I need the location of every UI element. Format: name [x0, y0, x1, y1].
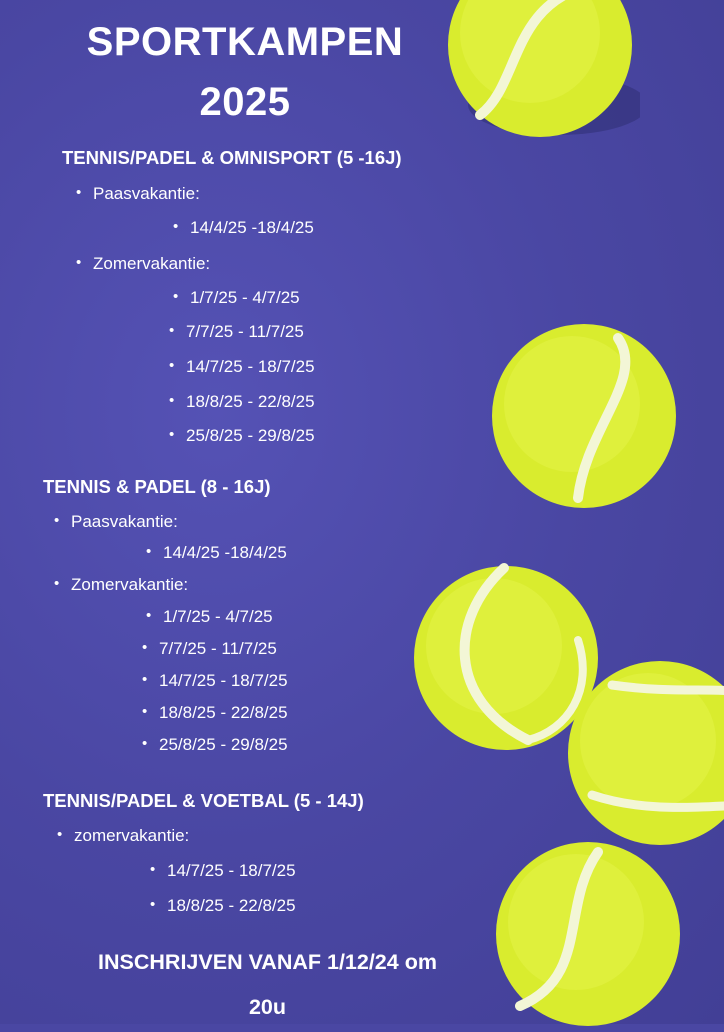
list-item-label: • Zomervakantie:	[71, 575, 188, 595]
date-item: • 14/4/25 -18/4/25	[163, 543, 287, 563]
section-heading-omnisport: TENNIS/PADEL & OMNISPORT (5 -16J)	[62, 147, 402, 168]
list-item-label: • zomervakantie:	[74, 826, 189, 846]
date-item: • 14/7/25 - 18/7/25	[186, 357, 315, 377]
date-item: • 7/7/25 - 11/7/25	[159, 639, 277, 659]
date-item: • 7/7/25 - 11/7/25	[186, 322, 304, 342]
section-heading-voetbal: TENNIS/PADEL & VOETBAL (5 - 14J)	[43, 790, 364, 811]
registration-time: 20u	[248, 995, 287, 1019]
date-item: • 14/7/25 - 18/7/25	[159, 671, 288, 691]
section-heading-tennis-padel: TENNIS & PADEL (8 - 16J)	[43, 476, 271, 497]
date-item: • 18/8/25 - 22/8/25	[167, 896, 296, 916]
date-item: • 14/4/25 -18/4/25	[190, 218, 314, 238]
list-item-label: • Zomervakantie:	[93, 254, 210, 274]
registration-notice: INSCHRIJVEN VANAF 1/12/24 om	[98, 950, 437, 974]
date-item: • 25/8/25 - 29/8/25	[186, 426, 315, 446]
date-item: • 18/8/25 - 22/8/25	[159, 703, 288, 723]
date-item: • 1/7/25 - 4/7/25	[190, 288, 300, 308]
date-item: • 25/8/25 - 29/8/25	[159, 735, 288, 755]
page-title: SPORTKAMPEN	[86, 20, 404, 64]
tennis-ball-icon	[562, 655, 724, 851]
list-item-label: • Paasvakantie:	[71, 512, 178, 532]
page-title-year: 2025	[199, 80, 291, 124]
date-item: • 18/8/25 - 22/8/25	[186, 392, 315, 412]
tennis-ball-icon	[486, 318, 682, 514]
list-item-label: • Paasvakantie:	[93, 184, 200, 204]
date-item: • 14/7/25 - 18/7/25	[167, 861, 296, 881]
date-item: • 1/7/25 - 4/7/25	[163, 607, 273, 627]
